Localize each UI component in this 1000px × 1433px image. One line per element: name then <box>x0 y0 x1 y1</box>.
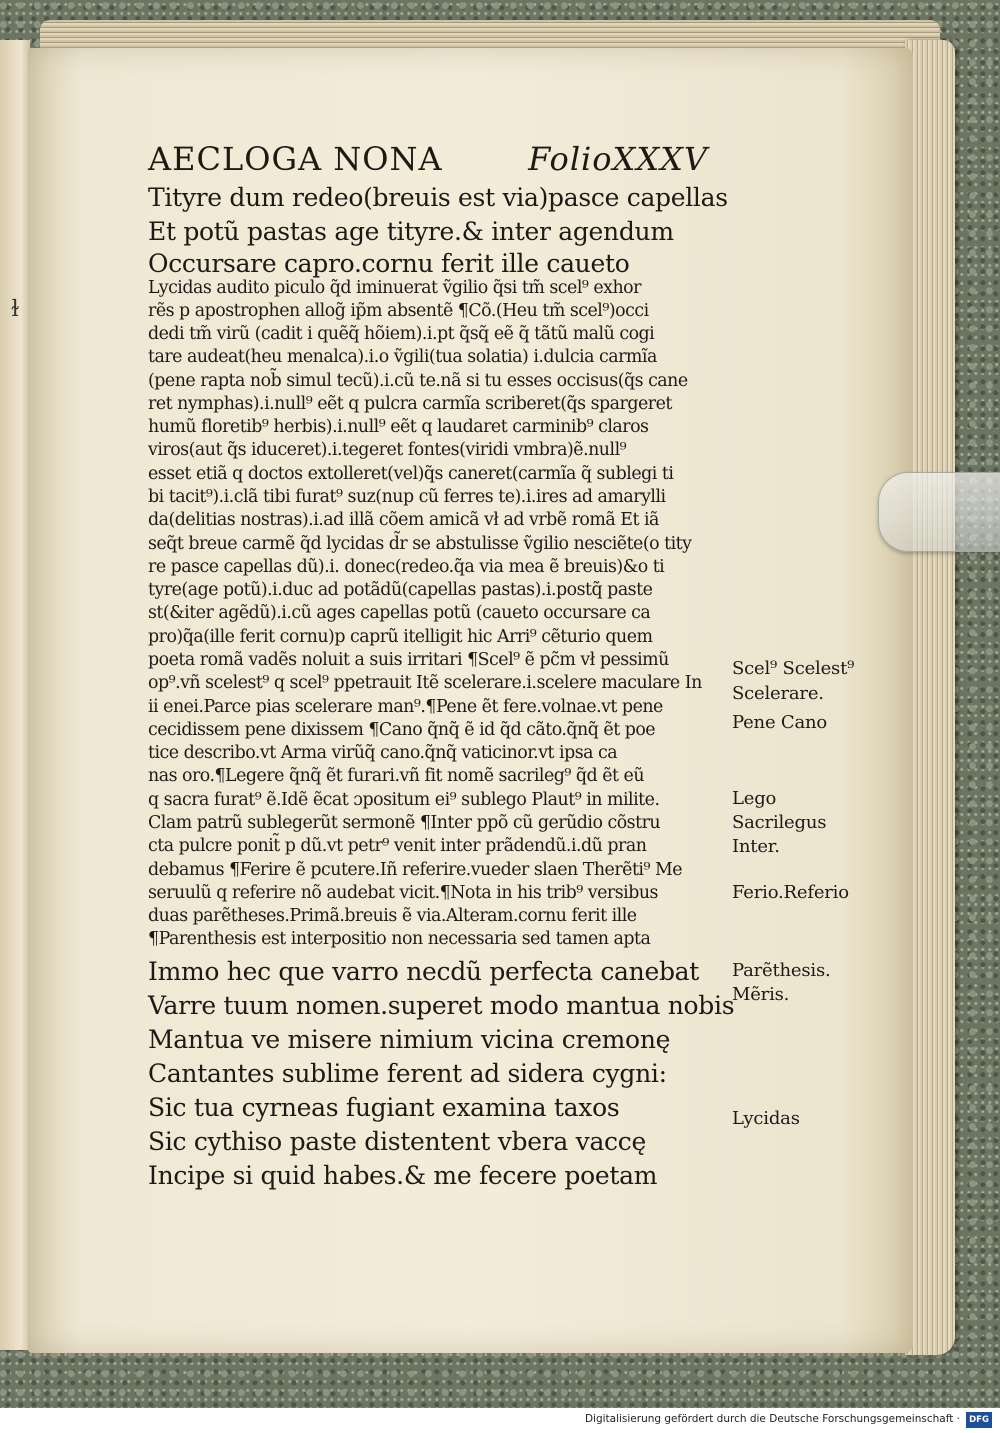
commentary-line: seq̃t breue carmẽ q̃d lycidas d̃r se abstulisse ṽgilio nesciẽte(o tity <box>148 534 692 554</box>
commentary-line: Clam patrũ sublegerũt sermonẽ ¶Inter ppõ cũ gerũdio cõstru <box>148 813 661 833</box>
verse-line: Varre tuum nomen.superet modo mantua nobis <box>148 991 735 1020</box>
margin-note: Parẽthesis. <box>732 960 831 981</box>
page-title: AECLOGA NONA <box>148 140 443 178</box>
verse-line: Et potũ pastas age tityre.& inter agendum <box>148 217 674 246</box>
facing-page-mark: ɫ <box>10 297 20 322</box>
commentary-line: op⁹.vñ scelest⁹ q scel⁹ ppetrauit Itẽ scelerare.i.scelere maculare In <box>148 673 702 693</box>
commentary-line: tice describo.vt Arma virũq̃ cano.q̃nq̃ vaticinor.vt ipsa ca <box>148 743 618 763</box>
commentary-line: cta pulcre ponit̃ p dũ.vt petr⁹ venit inter prãdendũ.i.dũ pran <box>148 836 647 856</box>
verse-line: Incipe si quid habes.& me fecere poetam <box>148 1161 658 1190</box>
commentary-line: tyre(age potũ).i.duc ad potãdũ(capellas pastas).i.postq̃ paste <box>148 580 653 600</box>
margin-note: Scel⁹ Scelest⁹ <box>732 658 855 679</box>
dfg-logo: DFG <box>966 1412 992 1428</box>
margin-note: Sacrilegus <box>732 812 827 833</box>
commentary-line: seruulũ q referire nõ audebat vicit.¶Nota in his trib⁹ versibus <box>148 883 658 903</box>
verse-line: Occursare capro.cornu ferit ille caueto <box>148 249 630 278</box>
margin-note: Ferio.Referio <box>732 882 849 903</box>
commentary-line: debamus ¶Ferire ẽ pcutere.Iñ referire.vueder slaen Therẽti⁹ Me <box>148 860 683 880</box>
verse-line: Mantua ve misere nimium vicina cremonę <box>148 1025 671 1054</box>
verse-line: Immo hec que varro necdũ perfecta canebat <box>148 957 700 986</box>
commentary-line: pro)q̃a(ille ferit cornu)p caprũ itelligit hic Arri⁹ cẽturio quem <box>148 627 653 647</box>
commentary-line: dedi tm̃ virũ (cadit i quẽq̃ hõiem).i.pt q̃sq̃ eẽ q̃ tãtũ malũ cogi <box>148 324 655 344</box>
commentary-line: ret nymphas).i.null⁹ eẽt q pulcra carmĩa scriberet(q̃s spargeret <box>148 394 672 414</box>
commentary-line: re pasce capellas dũ).i. donec(redeo.q̃a via mea ẽ breuis)&o ti <box>148 557 665 577</box>
facing-page <box>0 40 30 1350</box>
margin-note: Lego <box>732 788 777 809</box>
commentary-line: ¶Parenthesis est interpositio non necessaria sed tamen apta <box>148 929 651 949</box>
commentary-line: viros(aut q̃s iduceret).i.tegeret fontes(viridi vmbra)ẽ.null⁹ <box>148 440 627 460</box>
footer-credit: Digitalisierung gefördert durch die Deutsche Forschungsgemeinschaft · <box>584 1413 960 1425</box>
commentary-line: nas oro.¶Legere q̃nq̃ ẽt furari.vñ fit nomẽ sacrileg⁹ q̃d ẽt eũ <box>148 766 645 786</box>
commentary-line: da(delitias nostras).i.ad illã cõem amicã vł ad vrbẽ romã Et iã <box>148 510 659 530</box>
commentary-line: st(&iter agẽdũ).i.cũ ages capellas potũ (caueto occursare ca <box>148 603 651 623</box>
margin-note: Lycidas <box>732 1108 800 1129</box>
margin-note: Mẽris. <box>732 984 790 1005</box>
digitization-footer <box>0 1408 1000 1433</box>
commentary-line: duas parẽtheses.Primã.breuis ẽ via.Alteram.cornu ferit ille <box>148 906 637 926</box>
commentary-line: ii̇ enei.Parce pias scelerare man⁹.¶Pene ẽt fere.volnae.vt pene <box>148 697 663 717</box>
margin-note: Pene Cano <box>732 712 828 733</box>
running-header <box>148 140 708 184</box>
commentary-line: rẽs p apostrophen allog̃ ip̃m absentẽ ¶Cõ.(Heu tm̃ scel⁹)occi <box>148 301 649 321</box>
commentary-line: esset etiã q doctos extolleret(vel)q̃s caneret(carmĩa q̃ sublegi ti <box>148 464 674 484</box>
commentary-line: poeta romã vadẽs noluit a suis irritari ¶Scel⁹ ẽ pc̃m vł pessimũ <box>148 650 669 670</box>
commentary-line: bi tacit⁹).i.clã tibi furat⁹ suz(nup cũ ferres te).i.ires ad amarylli <box>148 487 666 507</box>
verse-line: Cantantes sublime ferent ad sidera cygni: <box>148 1059 667 1088</box>
page-clip <box>878 472 1000 552</box>
commentary-line: q sacra furat⁹ ẽ.Idẽ ẽcat ɔpositum ei⁹ sublego Plaut⁹ in milite. <box>148 790 660 810</box>
commentary-line: (pene rapta nob̃ simul tecũ).i.cũ te.nã si tu esses occisus(q̃s cane <box>148 371 688 391</box>
verse-line: Tityre dum redeo(breuis est via)pasce capellas <box>148 183 728 212</box>
margin-note: Scelerare. <box>732 683 824 704</box>
commentary-line: humũ floretib⁹ herbis).i.null⁹ eẽt q laudaret carminib⁹ claros <box>148 417 649 437</box>
commentary-line: cecidissem pene dixissem ¶Cano q̃nq̃ ẽ id q̃d cãto.q̃nq̃ ẽt poe <box>148 720 656 740</box>
commentary-line: tare audeat(heu menalca).i.o ṽgili(tua solatia) i.dulcia carmĩa <box>148 347 657 367</box>
folio-number: FolioXXXV <box>528 140 708 178</box>
commentary-line: Lycidas audito piculo q̃d iminuerat ṽgilio q̃si tm̃ scel⁹ exhor <box>148 278 641 298</box>
verse-line: Sic tua cyrneas fugiant examina taxos <box>148 1093 620 1122</box>
margin-note: Inter. <box>732 836 780 857</box>
verse-line: Sic cythiso paste distentent vbera vaccę <box>148 1127 646 1156</box>
